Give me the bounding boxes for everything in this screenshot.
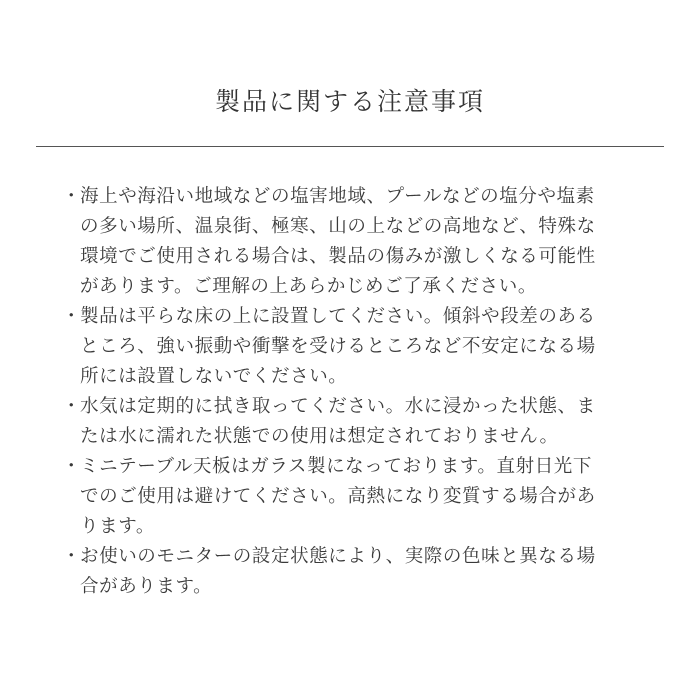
note-text bbox=[80, 542, 638, 602]
list-item bbox=[58, 302, 638, 392]
note-line: 環境でご使用される場合は、製品の傷みが激しくなる可能性 bbox=[80, 246, 596, 267]
list-item bbox=[58, 392, 638, 452]
note-line: 海上や海沿い地域などの塩害地域、プールなどの塩分や塩素 bbox=[80, 186, 595, 207]
bullet-mark: ・ bbox=[62, 546, 82, 567]
note-line: 製品は平らな床の上に設置してください。傾斜や段差のある bbox=[80, 306, 596, 327]
note-line: 合があります。 bbox=[80, 576, 213, 597]
note-line: でのご使用は避けてください。高熱になり変質する場合があ bbox=[80, 486, 596, 507]
bullet-mark: ・ bbox=[62, 186, 82, 207]
list-item bbox=[58, 452, 638, 542]
note-line: たは水に濡れた状態での使用は想定されておりません。 bbox=[80, 426, 559, 447]
bullet-mark: ・ bbox=[62, 396, 82, 417]
note-line: ところ、強い振動や衝撃を受けるところなど不安定になる場 bbox=[80, 336, 596, 357]
note-line: ります。 bbox=[80, 516, 155, 537]
note-line: の多い場所、温泉街、極寒、山の上などの高地など、特殊な bbox=[80, 216, 596, 237]
note-text bbox=[80, 452, 638, 542]
list-item bbox=[58, 542, 638, 602]
list-item bbox=[58, 182, 638, 302]
title-divider bbox=[36, 146, 664, 147]
note-line: 水気は定期的に拭き取ってください。水に浸かった状態、ま bbox=[80, 396, 596, 417]
caution-list bbox=[58, 182, 638, 602]
page-title: 製品に関する注意事項 bbox=[214, 87, 485, 116]
note-line: があります。ご理解の上あらかじめご了承ください。 bbox=[80, 276, 537, 297]
note-text bbox=[80, 392, 638, 452]
bullet-mark: ・ bbox=[62, 306, 82, 327]
bullet-mark: ・ bbox=[62, 456, 82, 477]
note-line: 所には設置しないでください。 bbox=[80, 366, 348, 387]
note-text bbox=[80, 182, 638, 302]
note-text bbox=[80, 302, 638, 392]
note-line: ミニテーブル天板はガラス製になっております。直射日光下 bbox=[80, 456, 593, 477]
note-line: お使いのモニターの設定状態により、実際の色味と異なる場 bbox=[80, 546, 596, 567]
